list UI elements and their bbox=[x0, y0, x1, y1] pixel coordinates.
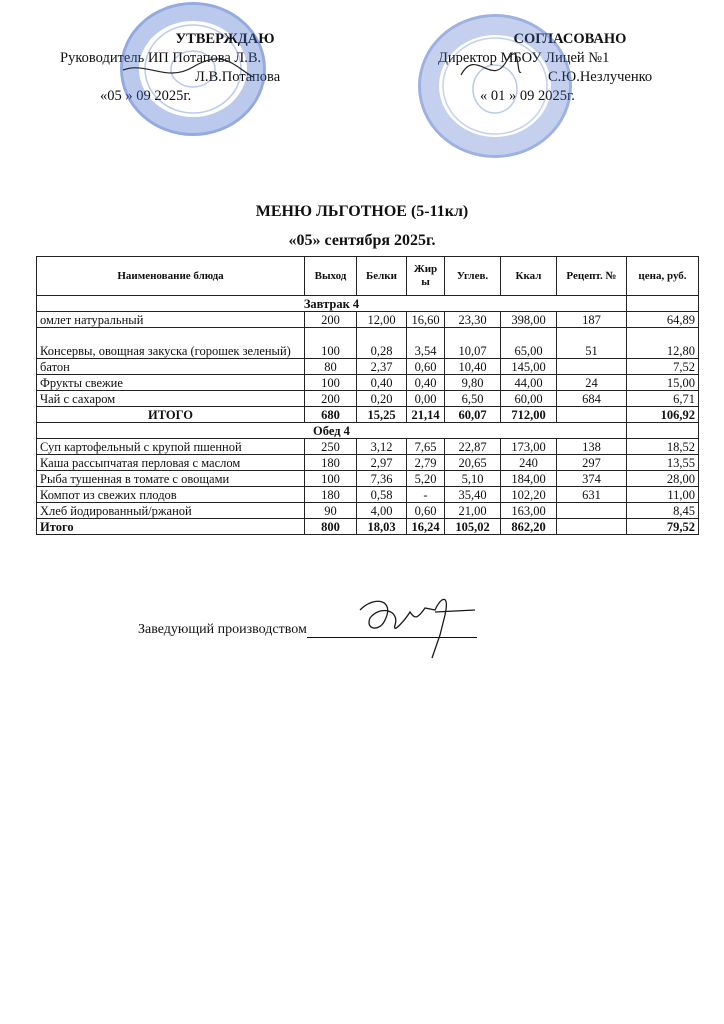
value-cell: 100 bbox=[305, 375, 357, 391]
value-cell: 35,40 bbox=[445, 487, 501, 503]
approval-heading: СОГЛАСОВАНО bbox=[513, 31, 627, 47]
value-cell: 684 bbox=[557, 391, 627, 407]
stamp-seal-left bbox=[120, 2, 266, 136]
total-value-cell: 105,02 bbox=[445, 519, 501, 535]
table-header-row bbox=[37, 257, 699, 296]
value-cell: 24 bbox=[557, 375, 627, 391]
value-cell: 20,65 bbox=[445, 455, 501, 471]
dish-name-cell: омлет натуральный bbox=[37, 312, 305, 328]
table-row bbox=[37, 503, 699, 519]
value-cell bbox=[557, 359, 627, 375]
empty-cell bbox=[627, 296, 699, 312]
value-cell: 138 bbox=[557, 439, 627, 455]
value-cell: 200 bbox=[305, 312, 357, 328]
value-cell: 8,45 bbox=[627, 503, 699, 519]
column-header: цена, руб. bbox=[627, 257, 699, 296]
table-row bbox=[37, 312, 699, 328]
total-value-cell: 712,00 bbox=[501, 407, 557, 423]
value-cell: 2,37 bbox=[357, 359, 407, 375]
value-cell: 4,00 bbox=[357, 503, 407, 519]
approval-date: «05 » 09 2025г. bbox=[100, 88, 192, 104]
total-value-cell: 800 bbox=[305, 519, 357, 535]
approval-heading: УТВЕРЖДАЮ bbox=[175, 31, 275, 47]
value-cell: 10,40 bbox=[445, 359, 501, 375]
stamp-seal-right bbox=[418, 14, 572, 158]
value-cell: 90 bbox=[305, 503, 357, 519]
dish-name-cell: Каша рассыпчатая перловая с маслом bbox=[37, 455, 305, 471]
dish-name-cell: Рыба тушенная в томате с овощами bbox=[37, 471, 305, 487]
value-cell: 5,10 bbox=[445, 471, 501, 487]
column-header: Жир ы bbox=[407, 257, 445, 296]
dish-name-cell: Суп картофельный с крупой пшенной bbox=[37, 439, 305, 455]
value-cell: 0,40 bbox=[357, 375, 407, 391]
value-cell: 18,52 bbox=[627, 439, 699, 455]
approver-position: Руководитель ИП Потапова Л.В. bbox=[60, 50, 262, 66]
value-cell: 297 bbox=[557, 455, 627, 471]
total-value-cell: 18,03 bbox=[357, 519, 407, 535]
table-row bbox=[37, 455, 699, 471]
total-value-cell: 106,92 bbox=[627, 407, 699, 423]
value-cell: 398,00 bbox=[501, 312, 557, 328]
value-cell: 22,87 bbox=[445, 439, 501, 455]
value-cell: 180 bbox=[305, 487, 357, 503]
document-date: «05» сентября 2025г. bbox=[288, 232, 436, 249]
menu-table bbox=[36, 256, 699, 535]
section-header-row bbox=[37, 296, 699, 312]
column-header: Рецепт. № bbox=[557, 257, 627, 296]
value-cell: 64,89 bbox=[627, 312, 699, 328]
value-cell: 44,00 bbox=[501, 375, 557, 391]
value-cell: 374 bbox=[557, 471, 627, 487]
value-cell: 184,00 bbox=[501, 471, 557, 487]
value-cell: 173,00 bbox=[501, 439, 557, 455]
total-value-cell: 16,24 bbox=[407, 519, 445, 535]
document-title: МЕНЮ ЛЬГОТНОЕ (5-11кл) bbox=[255, 203, 469, 220]
approver-name: Л.В.Потапова bbox=[195, 69, 281, 85]
value-cell: 13,55 bbox=[627, 455, 699, 471]
value-cell: 100 bbox=[305, 471, 357, 487]
value-cell: 80 bbox=[305, 359, 357, 375]
total-row bbox=[37, 407, 699, 423]
value-cell: 240 bbox=[501, 455, 557, 471]
table-row bbox=[37, 328, 699, 359]
column-header: Углев. bbox=[445, 257, 501, 296]
total-value-cell: 79,52 bbox=[627, 519, 699, 535]
value-cell: - bbox=[407, 487, 445, 503]
dish-name-cell: Консервы, овощная закуска (горошек зеленый) bbox=[37, 328, 305, 359]
value-cell: 3,12 bbox=[357, 439, 407, 455]
value-cell: 250 bbox=[305, 439, 357, 455]
approver-position: Директор МБОУ Лицей №1 bbox=[438, 50, 610, 66]
value-cell: 0,58 bbox=[357, 487, 407, 503]
value-cell: 0,40 bbox=[407, 375, 445, 391]
value-cell: 10,07 bbox=[445, 328, 501, 359]
table-row bbox=[37, 471, 699, 487]
value-cell: 60,00 bbox=[501, 391, 557, 407]
value-cell: 200 bbox=[305, 391, 357, 407]
table-row bbox=[37, 439, 699, 455]
value-cell: 23,30 bbox=[445, 312, 501, 328]
value-cell: 5,20 bbox=[407, 471, 445, 487]
value-cell: 0,00 bbox=[407, 391, 445, 407]
dish-name-cell: Фрукты свежие bbox=[37, 375, 305, 391]
approval-date: « 01 » 09 2025г. bbox=[480, 88, 575, 104]
total-label: ИТОГО bbox=[37, 407, 305, 423]
value-cell: 28,00 bbox=[627, 471, 699, 487]
section-title: Обед 4 bbox=[37, 423, 627, 439]
dish-name-cell: Чай с сахаром bbox=[37, 391, 305, 407]
value-cell: 9,80 bbox=[445, 375, 501, 391]
value-cell: 0,28 bbox=[357, 328, 407, 359]
total-value-cell: 862,20 bbox=[501, 519, 557, 535]
value-cell: 180 bbox=[305, 455, 357, 471]
value-cell: 3,54 bbox=[407, 328, 445, 359]
value-cell: 12,00 bbox=[357, 312, 407, 328]
value-cell bbox=[557, 503, 627, 519]
column-header: Наименование блюда bbox=[37, 257, 305, 296]
value-cell: 7,36 bbox=[357, 471, 407, 487]
value-cell: 163,00 bbox=[501, 503, 557, 519]
dish-name-cell: батон bbox=[37, 359, 305, 375]
value-cell: 21,00 bbox=[445, 503, 501, 519]
value-cell: 102,20 bbox=[501, 487, 557, 503]
table-row bbox=[37, 359, 699, 375]
value-cell: 6,71 bbox=[627, 391, 699, 407]
value-cell: 2,79 bbox=[407, 455, 445, 471]
value-cell: 0,20 bbox=[357, 391, 407, 407]
total-value-cell bbox=[557, 407, 627, 423]
value-cell: 6,50 bbox=[445, 391, 501, 407]
value-cell: 12,80 bbox=[627, 328, 699, 359]
dish-name-cell: Хлеб йодированный/ржаной bbox=[37, 503, 305, 519]
value-cell: 631 bbox=[557, 487, 627, 503]
total-value-cell: 60,07 bbox=[445, 407, 501, 423]
table-row bbox=[37, 391, 699, 407]
value-cell: 11,00 bbox=[627, 487, 699, 503]
section-header-row bbox=[37, 423, 699, 439]
total-value-cell: 21,14 bbox=[407, 407, 445, 423]
total-row bbox=[37, 519, 699, 535]
column-header: Ккал bbox=[501, 257, 557, 296]
handwritten-signature bbox=[340, 590, 480, 660]
value-cell: 7,52 bbox=[627, 359, 699, 375]
value-cell: 51 bbox=[557, 328, 627, 359]
approver-name: С.Ю.Незлученко bbox=[548, 69, 653, 85]
total-value-cell: 680 bbox=[305, 407, 357, 423]
value-cell: 145,00 bbox=[501, 359, 557, 375]
section-title: Завтрак 4 bbox=[37, 296, 627, 312]
column-header: Выход bbox=[305, 257, 357, 296]
empty-cell bbox=[627, 423, 699, 439]
table-row bbox=[37, 375, 699, 391]
value-cell: 2,97 bbox=[357, 455, 407, 471]
signature-label: Заведующий производством bbox=[138, 622, 307, 637]
value-cell: 187 bbox=[557, 312, 627, 328]
value-cell: 0,60 bbox=[407, 503, 445, 519]
total-value-cell: 15,25 bbox=[357, 407, 407, 423]
value-cell: 0,60 bbox=[407, 359, 445, 375]
value-cell: 16,60 bbox=[407, 312, 445, 328]
total-value-cell bbox=[557, 519, 627, 535]
value-cell: 15,00 bbox=[627, 375, 699, 391]
total-label: Итого bbox=[37, 519, 305, 535]
value-cell: 100 bbox=[305, 328, 357, 359]
value-cell: 7,65 bbox=[407, 439, 445, 455]
column-header: Белки bbox=[357, 257, 407, 296]
dish-name-cell: Компот из свежих плодов bbox=[37, 487, 305, 503]
table-row bbox=[37, 487, 699, 503]
value-cell: 65,00 bbox=[501, 328, 557, 359]
